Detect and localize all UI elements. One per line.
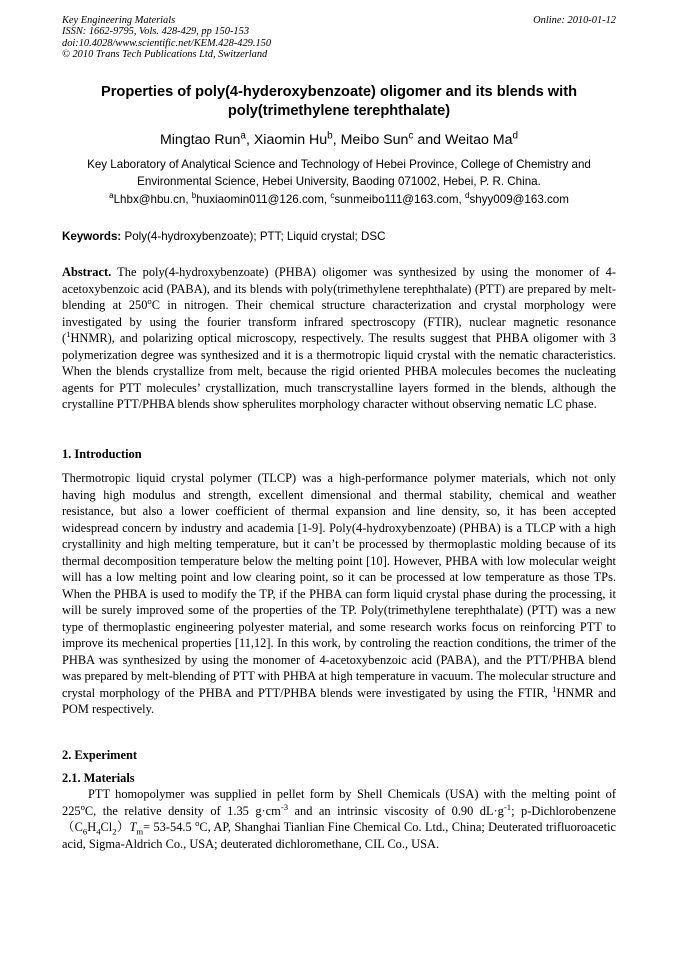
author-name: Meibo Sun (340, 132, 409, 148)
email-link[interactable]: shyy009@163.com (469, 193, 569, 206)
author-affil-mark: b (327, 130, 333, 142)
abstract-text: The poly(4-hydroxybenzoate) (PHBA) oligomer was synthesized by using the monomer of 4-acetoxybenzoic acid (PABA), and its blends with poly(trimethylene terephthalate) (PTT) are prepared by melt-blending at 250 (62, 265, 616, 312)
materials-text: PTT homopolymer was supplied in pellet form by Shell Chemicals (USA) with the melting point of 225 (62, 787, 616, 818)
separator: , (245, 132, 254, 148)
keywords (62, 229, 616, 245)
introduction-paragraph (62, 470, 616, 718)
paper-title: Properties of poly(4-hyderoxybenzoate) oligomer and its blends with poly(trimethylene terephthalate) (101, 84, 577, 119)
materials-text: ; p-Dichlorobenzene（C (62, 803, 617, 834)
author-name: Xiaomin Hu (253, 132, 328, 148)
materials-paragraph (62, 786, 616, 852)
abstract (62, 264, 616, 413)
section-heading-introduction: 1. Introduction (62, 447, 142, 461)
journal-doi: doi:10.4028/www.scientific.net/KEM.428-429.150 (62, 37, 272, 49)
separator: , (332, 132, 341, 148)
introduction-text: HNMR and POM respectively. (62, 685, 616, 716)
materials-text: H (87, 820, 97, 834)
keywords-label: Keywords: (62, 230, 122, 243)
materials-text: C, the relative density of 1.35 g·cm (84, 803, 281, 818)
exponent: -1 (503, 801, 512, 812)
email-mark: c (330, 191, 335, 201)
author-list (62, 131, 616, 149)
degree-mark: o (147, 295, 152, 306)
email-link[interactable]: sunmeibo111@163.com, (334, 193, 465, 206)
journal-copyright: © 2010 Trans Tech Publications Ltd, Switzerland (62, 48, 268, 60)
affiliation: Key Laboratory of Analytical Science and Technology of Hebei Province, College of Chemistry and Environmental Science, Hebei University, Baoding 071002, Hebei, P. R. China. (87, 158, 591, 188)
exponent: -3 (280, 801, 289, 812)
journal-name: Key Engineering Materials (62, 15, 176, 26)
author-emails (62, 192, 616, 208)
abstract-text: HNMR), and polarizing optical microscopy, respectively. The results suggest that PHBA oligomer with 3 polymerization degree was synthesized and it is a thermotropic liquid crystal with the nematic characteristics. When the blends crystallize from melt, because the rigid oriented PHBA molecules becomes the nucleating agents for PTT molecules’ crystallization, much transcrystalline layers formed in the blends, although the crystalline PTT/PHBA blends show spherulites morphology character without observing nematic LC phase. (62, 331, 616, 411)
degree-mark: o (80, 801, 85, 812)
isotope-mark: 1 (552, 683, 557, 694)
subscript: 6 (82, 826, 88, 837)
online-date: Online: 2010-01-12 (533, 15, 616, 26)
author-name: Weitao Ma (444, 132, 513, 148)
subscript: 4 (96, 826, 101, 837)
author-affil-mark: a (240, 130, 246, 142)
email-mark: b (191, 191, 197, 201)
journal-issn: ISSN: 1662-9795, Vols. 428-429, pp 150-153 (62, 26, 250, 38)
author-affil-mark: d (512, 130, 519, 142)
abstract-label: Abstract. (62, 265, 112, 279)
section-heading-experiment: 2. Experiment (62, 748, 138, 762)
materials-text: C, AP, Shanghai Tianlian Fine Chemical Co. Ltd., China; Deuterated trifluoroacetic acid, Sigma-Aldrich Co., USA; deuterated dichloromethane, CIL Co., USA. (62, 820, 617, 851)
email-link[interactable]: huxiaomin011@126.com, (196, 193, 331, 206)
materials-text: Cl (100, 820, 113, 834)
degree-mark: o (195, 817, 200, 828)
journal-header (62, 15, 616, 60)
subscript: 2 (112, 826, 117, 837)
materials-text: ） (116, 820, 130, 834)
materials-text: and an intrinsic viscosity of 0.90 dL·g (288, 803, 504, 818)
keywords-text: Poly(4-hydroxybenzoate); PTT; Liquid crystal; DSC (121, 230, 386, 243)
subsection-heading-materials: 2.1. Materials (62, 771, 135, 785)
subscript: m (136, 826, 144, 837)
abstract-text: C in nitrogen. Their chemical structure characterization and crystal morphology were investigated by using the fourier transform infrared spectroscopy (FTIR), nuclear magnetic resonance ( (62, 298, 616, 345)
isotope-mark: 1 (66, 328, 71, 339)
introduction-text: Thermotropic liquid crystal polymer (TLCP) was a high-performance polymer materials, which not only having high modulus and strength, excellent dimensional and thermal stability, chemical and weather resistance, but also a lower coefficient of thermal expansion and line density, so, it has been accepted widespread concern by industry and academia [1-9]. Poly(4-hydroxybenzoate) (PHBA) is a TLCP with a high crystallinity and high melting temperature, but it can’t be processed by thermoplastic molding because of its thermal decomposition temperature below the melting point [10]. However, PHBA with low molecular weight will has a low melting point and low clearing point, so it can be processed at low temperature as those TPs. When the PHBA is used to modify the TP, if the PHBA can form liquid crystal phase during the processing, it will be surely improved some of the properties of the TP. Poly(trimethylene terephthalate) (PTT) was a new type of thermoplastic engineering polyester material, and some research works focus on reinforcing PTT to improve its mechenical properties [11,12]. In this work, by controling the reaction conditions, the trimer of the PHBA was synthesized by using the monomer of 4-acetoxybenzoic acid (PABA), and the PTT/PHBA blend was prepared by melt-blending of PTT with PHBA at high temperature in vacuum. The molecular structure and crystal morphology of the PHBA and PTT/PHBA blends were investigated by using the FTIR, (62, 471, 616, 700)
email-mark: a (109, 191, 114, 201)
author-affil-mark: c (408, 130, 414, 142)
email-link[interactable]: Lhbx@hbu.cn, (113, 193, 192, 206)
author-name: Mingtao Run (159, 132, 241, 148)
materials-text: = 53-54.5 (143, 820, 196, 834)
melting-temp-symbol: T (129, 820, 137, 834)
email-mark: d (464, 191, 470, 201)
separator: and (413, 132, 445, 148)
